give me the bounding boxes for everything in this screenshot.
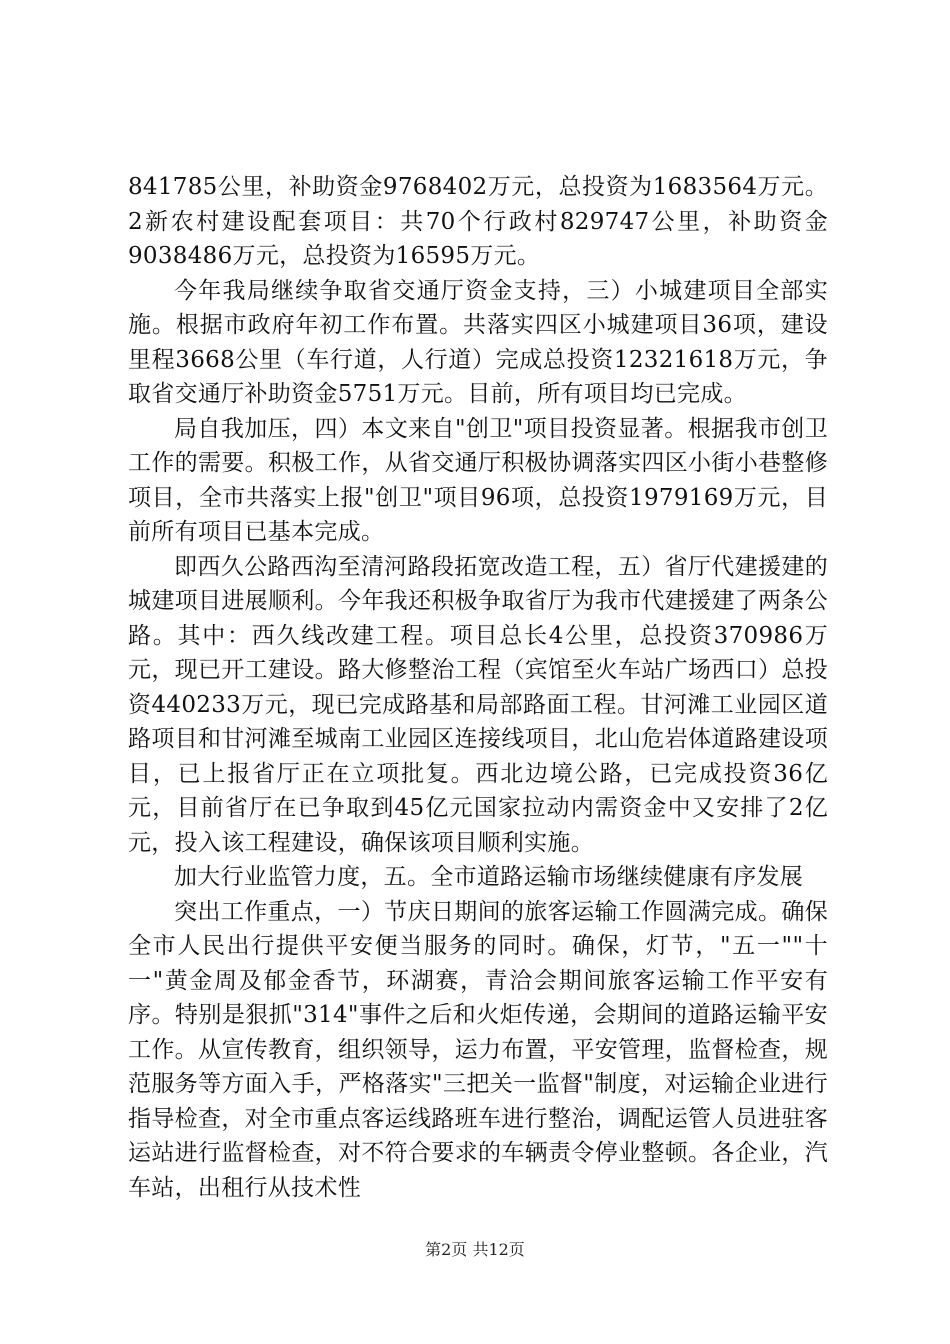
paragraph-4: 即西久公路西沟至清河路段拓宽改造工程，五）省厅代建援建的城建项目进展顺利。今年我还积极争取省厅为我市代建援建了两条公路。其中：西久线改建工程。项目总长4公里，总投资370986万元，现已开工建设。路大修整治工程（宾馆至火车站广场西口）总投资440233万元，现已完成路基和局部路面工程。甘河滩工业园区道路项目和甘河滩至城南工业园区连接线项目，北山危岩体道路建设项目，已上报省厅正在立项批复。西北边境公路，已完成投资36亿元，目前省厅在已争取到45亿元国家拉动内需资金中又安排了2亿元，投入该工程建设，确保该项目顺利实施。 — [128, 553, 828, 856]
page-footer: 第2页 共12页 — [425, 1240, 525, 1259]
paragraph-2: 今年我局继续争取省交通厅资金支持，三）小城建项目全部实施。根据市政府年初工作布置。共落实四区小城建项目36项，建设里程3668公里（车行道，人行道）完成总投资12321618万元，争取省交通厅补助资金5751万元。目前，所有项目均已完成。 — [128, 277, 828, 407]
paragraph-6: 突出工作重点，一）节庆日期间的旅客运输工作圆满完成。确保全市人民出行提供平安便当服务的同时。确保，灯节，"五一""十一"黄金周及郁金香节，环湖赛，青洽会期间旅客运输工作平安有序。特别是狠抓"314"事件之后和火炬传递，会期间的道路运输平安工作。从宣传教育，组织领导，运力布置，平安管理，监督检查，规范服务等方面入手，严格落实"三把关一监督"制度，对运输企业进行指导检查，对全市重点客运线路班车进行整治，调配运管人员进驻客运站进行监督检查，对不符合要求的车辆责令停业整顿。各企业，汽车站，出租行从技术性 — [128, 898, 828, 1201]
document-body — [128, 170, 828, 1205]
paragraph-1: 841785公里，补助资金9768402万元，总投资为1683564万元。2新农村建设配套项目：共70个行政村829747公里，补助资金9038486万元，总投资为16595万元。 — [128, 174, 828, 269]
paragraph-3: 局自我加压，四）本文来自"创卫"项目投资显著。根据我市创卫工作的需要。积极工作，从省交通厅积极协调落实四区小街小巷整修项目，全市共落实上报"创卫"项目96项，总投资1979169万元，目前所有项目已基本完成。 — [128, 415, 828, 545]
paragraph-5: 加大行业监管力度，五。全市道路运输市场继续健康有序发展 — [174, 864, 804, 890]
